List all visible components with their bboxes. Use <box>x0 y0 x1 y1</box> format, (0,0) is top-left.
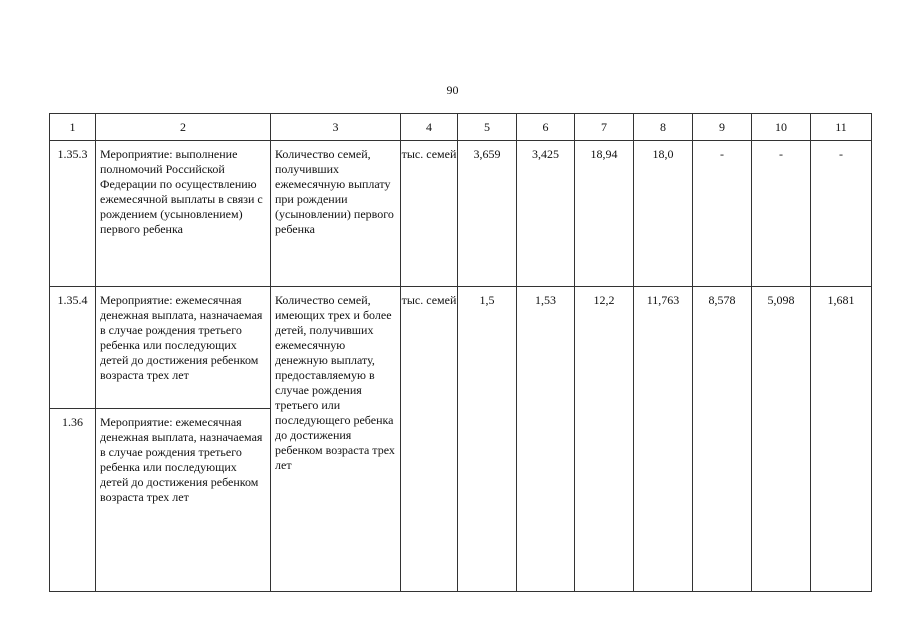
header-cell: 8 <box>634 114 693 141</box>
header-cell: 7 <box>575 114 634 141</box>
value-cell: 18,94 <box>575 141 634 287</box>
header-cell: 9 <box>693 114 752 141</box>
event-cell: Мероприятие: ежемесячная денежная выплата, назначаемая в случае рождения третьего ребенка или последующих детей до достижения ребенком возраста трех лет <box>96 287 271 409</box>
value-cell: - <box>752 141 811 287</box>
header-cell: 4 <box>401 114 458 141</box>
value-cell: 8,578 <box>693 287 752 592</box>
table-row <box>50 141 872 287</box>
value-cell: 1,5 <box>458 287 517 592</box>
row-number: 1.35.4 <box>50 287 96 409</box>
row-number: 1.36 <box>50 409 96 592</box>
indicator-cell: Количество семей, получивших ежемесячную выплату при рождении (усыновлении) первого ребенка <box>271 141 401 287</box>
table-header-row <box>50 114 872 141</box>
value-cell: 18,0 <box>634 141 693 287</box>
value-cell: 12,2 <box>575 287 634 592</box>
header-cell: 1 <box>50 114 96 141</box>
unit-cell: тыс. семей <box>401 287 458 592</box>
indicator-cell: Количество семей, имеющих трех и более детей, получивших ежемесячную денежную выплату, предоставляемую в случае рождения третьего или последующего ребенка до достижения ребенком возраста трех лет <box>271 287 401 592</box>
header-cell: 10 <box>752 114 811 141</box>
value-cell: - <box>811 141 872 287</box>
value-cell: - <box>693 141 752 287</box>
header-cell: 11 <box>811 114 872 141</box>
row-number: 1.35.3 <box>50 141 96 287</box>
unit-cell: тыс. семей <box>401 141 458 287</box>
table-row <box>50 287 872 409</box>
value-cell: 1,53 <box>517 287 575 592</box>
indicators-table <box>49 113 872 592</box>
value-cell: 1,681 <box>811 287 872 592</box>
value-cell: 5,098 <box>752 287 811 592</box>
event-cell: Мероприятие: ежемесячная денежная выплата, назначаемая в случае рождения третьего ребенка или последующих детей до достижения ребенком возраста трех лет <box>96 409 271 592</box>
value-cell: 3,659 <box>458 141 517 287</box>
value-cell: 11,763 <box>634 287 693 592</box>
header-cell: 6 <box>517 114 575 141</box>
header-cell: 5 <box>458 114 517 141</box>
header-cell: 3 <box>271 114 401 141</box>
header-cell: 2 <box>96 114 271 141</box>
event-cell: Мероприятие: выполнение полномочий Российской Федерации по осуществлению ежемесячной выплаты в связи с рождением (усыновлением) первого ребенка <box>96 141 271 287</box>
value-cell: 3,425 <box>517 141 575 287</box>
page-number: 90 <box>446 83 459 97</box>
